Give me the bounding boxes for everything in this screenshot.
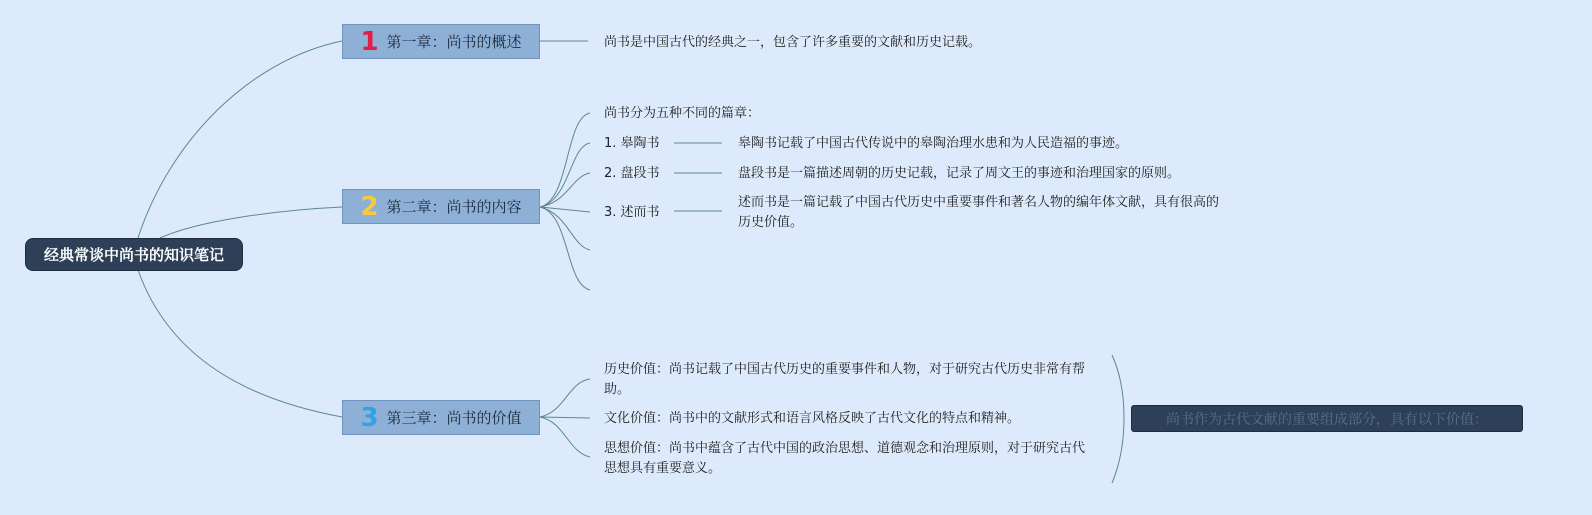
ch2-item-name[interactable]: 2. 盘段书 [604,166,660,181]
connector-root-ch3 [138,270,342,417]
ch3-summary-node[interactable] [1131,405,1523,432]
connector-ch3-value1 [540,379,590,417]
chapter-node-2[interactable] [342,189,540,224]
ch3-value-item[interactable]: 思想价值：尚书中蕴含了古代中国的政治思想、道德观念和治理原则，对于研究古代思想具有重要意义。 [604,441,1086,476]
root-node[interactable] [25,238,243,271]
number-one-icon: 1 [360,26,379,57]
connector-ch2-item1 [540,143,590,207]
summary-label: 尚书作为古代文献的重要组成部分，具有以下价值： [1166,411,1488,428]
number-two-icon: 2 [360,191,379,222]
connector-ch3-value3 [540,417,590,457]
chapter-label: 第一章：尚书的概述 [386,33,522,51]
connector-ch2-empty2 [540,207,590,290]
summary-bracket [1112,355,1124,483]
connector-ch2-item2 [540,173,590,207]
ch2-item-desc[interactable]: 皋陶书记载了中国古代传说中的皋陶治理水患和为人民造福的事迹。 [738,136,1129,151]
ch1-summary-text[interactable]: 尚书是中国古代的经典之一，包含了许多重要的文献和历史记载。 [604,35,982,50]
ch2-item-name[interactable]: 1. 皋陶书 [604,136,660,151]
ch3-value-item[interactable]: 文化价值：尚书中的文献形式和语言风格反映了古代文化的特点和精神。 [604,411,1021,426]
ch2-intro-text[interactable]: 尚书分为五种不同的篇章： [604,106,761,121]
connector-ch3-value2 [540,417,590,418]
chapter-label: 第二章：尚书的内容 [386,198,522,216]
number-three-icon: 3 [360,402,379,433]
chapter-node-3[interactable] [342,400,540,435]
chapter-node-1[interactable] [342,24,540,59]
ch2-item-name[interactable]: 3. 述而书 [604,205,660,220]
ch2-item-desc[interactable]: 盘段书是一篇描述周朝的历史记载，记录了周文王的事迹和治理国家的原则。 [738,166,1181,181]
connector-root-ch2 [160,207,342,238]
root-label: 经典常谈中尚书的知识笔记 [43,246,224,264]
chapter-label: 第三章：尚书的价值 [386,409,522,427]
ch3-value-item[interactable]: 历史价值：尚书记载了中国古代历史的重要事件和人物，对于研究古代历史非常有帮助。 [604,362,1086,397]
ch2-item-desc[interactable]: 述而书是一篇记载了中国古代历史中重要事件和著名人物的编年体文献，具有很高的历史价值。 [738,195,1220,230]
